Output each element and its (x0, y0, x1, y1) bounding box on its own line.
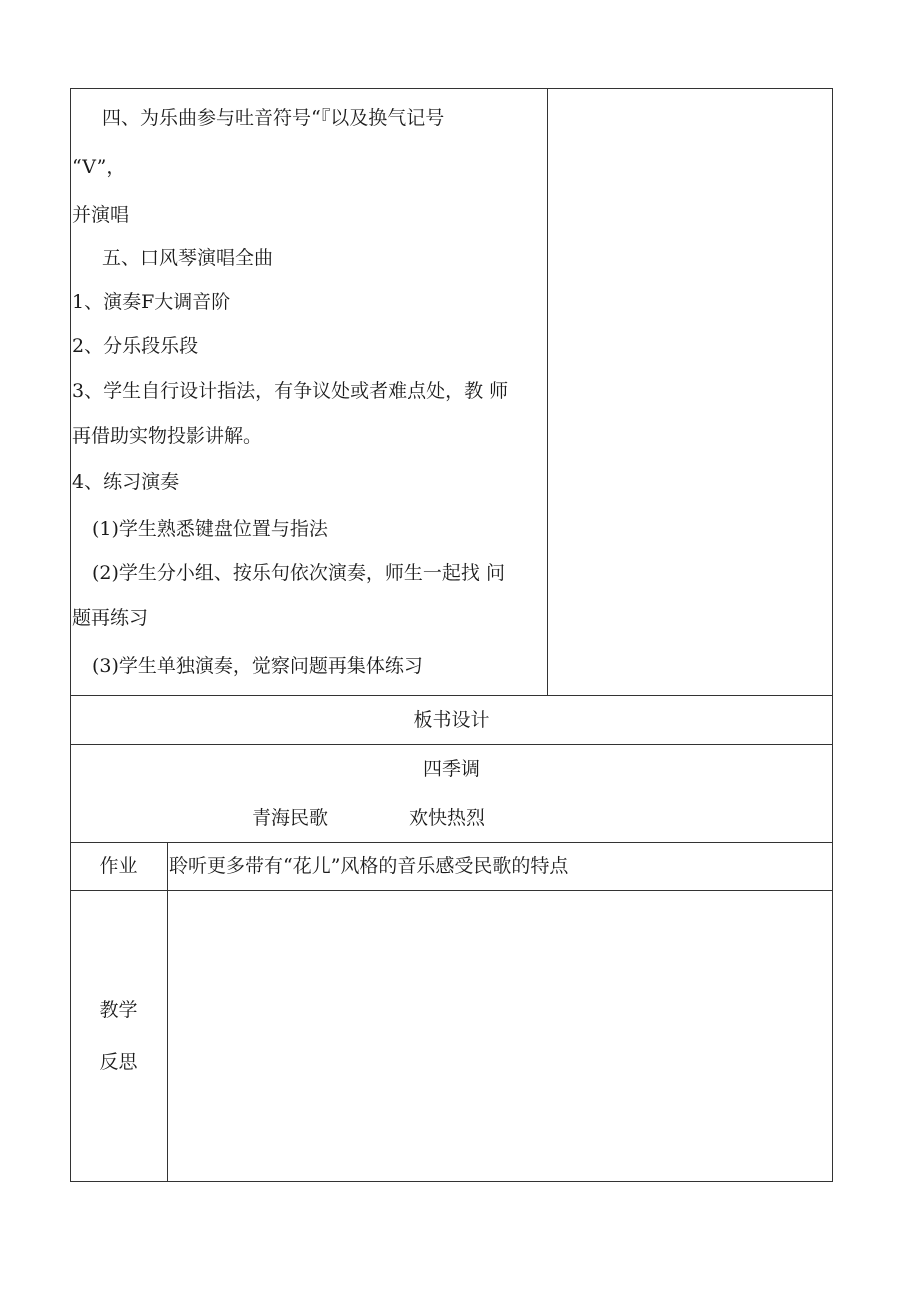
reflection-label-line2: 反思 (99, 1051, 138, 1073)
reflection-label-line1: 教学 (99, 999, 138, 1021)
board-title: 四季调 (422, 758, 480, 780)
column-divider-labels (167, 842, 168, 1182)
homework-content: 聆听更多带有“花儿”风格的音乐感受民歌的特点 (169, 855, 569, 877)
table-border-top (70, 88, 833, 89)
step-line: 1、演奏F大调音阶 (72, 291, 231, 313)
step-line: 并演唱 (72, 204, 130, 226)
step-line: (1)学生熟悉键盘位置与指法 (92, 518, 328, 540)
board-design-heading: 板书设计 (413, 709, 490, 731)
step-line: 再借助实物投影讲解。 (72, 425, 263, 447)
board-left-note: 青海民歌 (252, 807, 329, 829)
step-line: (2)学生分小组、按乐句依次演奏，师生一起找 问 (92, 562, 505, 584)
row-divider-board-heading (70, 695, 833, 696)
step-line: 五、口风琴演唱全曲 (102, 247, 274, 269)
step-line: 3、学生自行设计指法，有争议处或者难点处，教 师 (72, 380, 509, 402)
step-line: (3)学生单独演奏，觉察问题再集体练习 (92, 655, 423, 677)
step-line: 题再练习 (72, 607, 149, 629)
board-right-note: 欢快热烈 (409, 807, 486, 829)
step-line: 4、练习演奏 (72, 471, 180, 493)
step-line: 四、为乐曲参与吐音符号“『以及换气记号 (102, 107, 445, 129)
table-border-bottom (70, 1181, 833, 1182)
column-divider-notes (547, 88, 548, 696)
table-border-right (832, 88, 833, 1182)
row-divider-reflection (70, 890, 833, 891)
row-divider-homework (70, 842, 833, 843)
step-line: “V”， (72, 156, 126, 178)
step-line: 2、分乐段乐段 (72, 335, 199, 357)
homework-label: 作业 (99, 855, 138, 877)
row-divider-board-content (70, 744, 833, 745)
